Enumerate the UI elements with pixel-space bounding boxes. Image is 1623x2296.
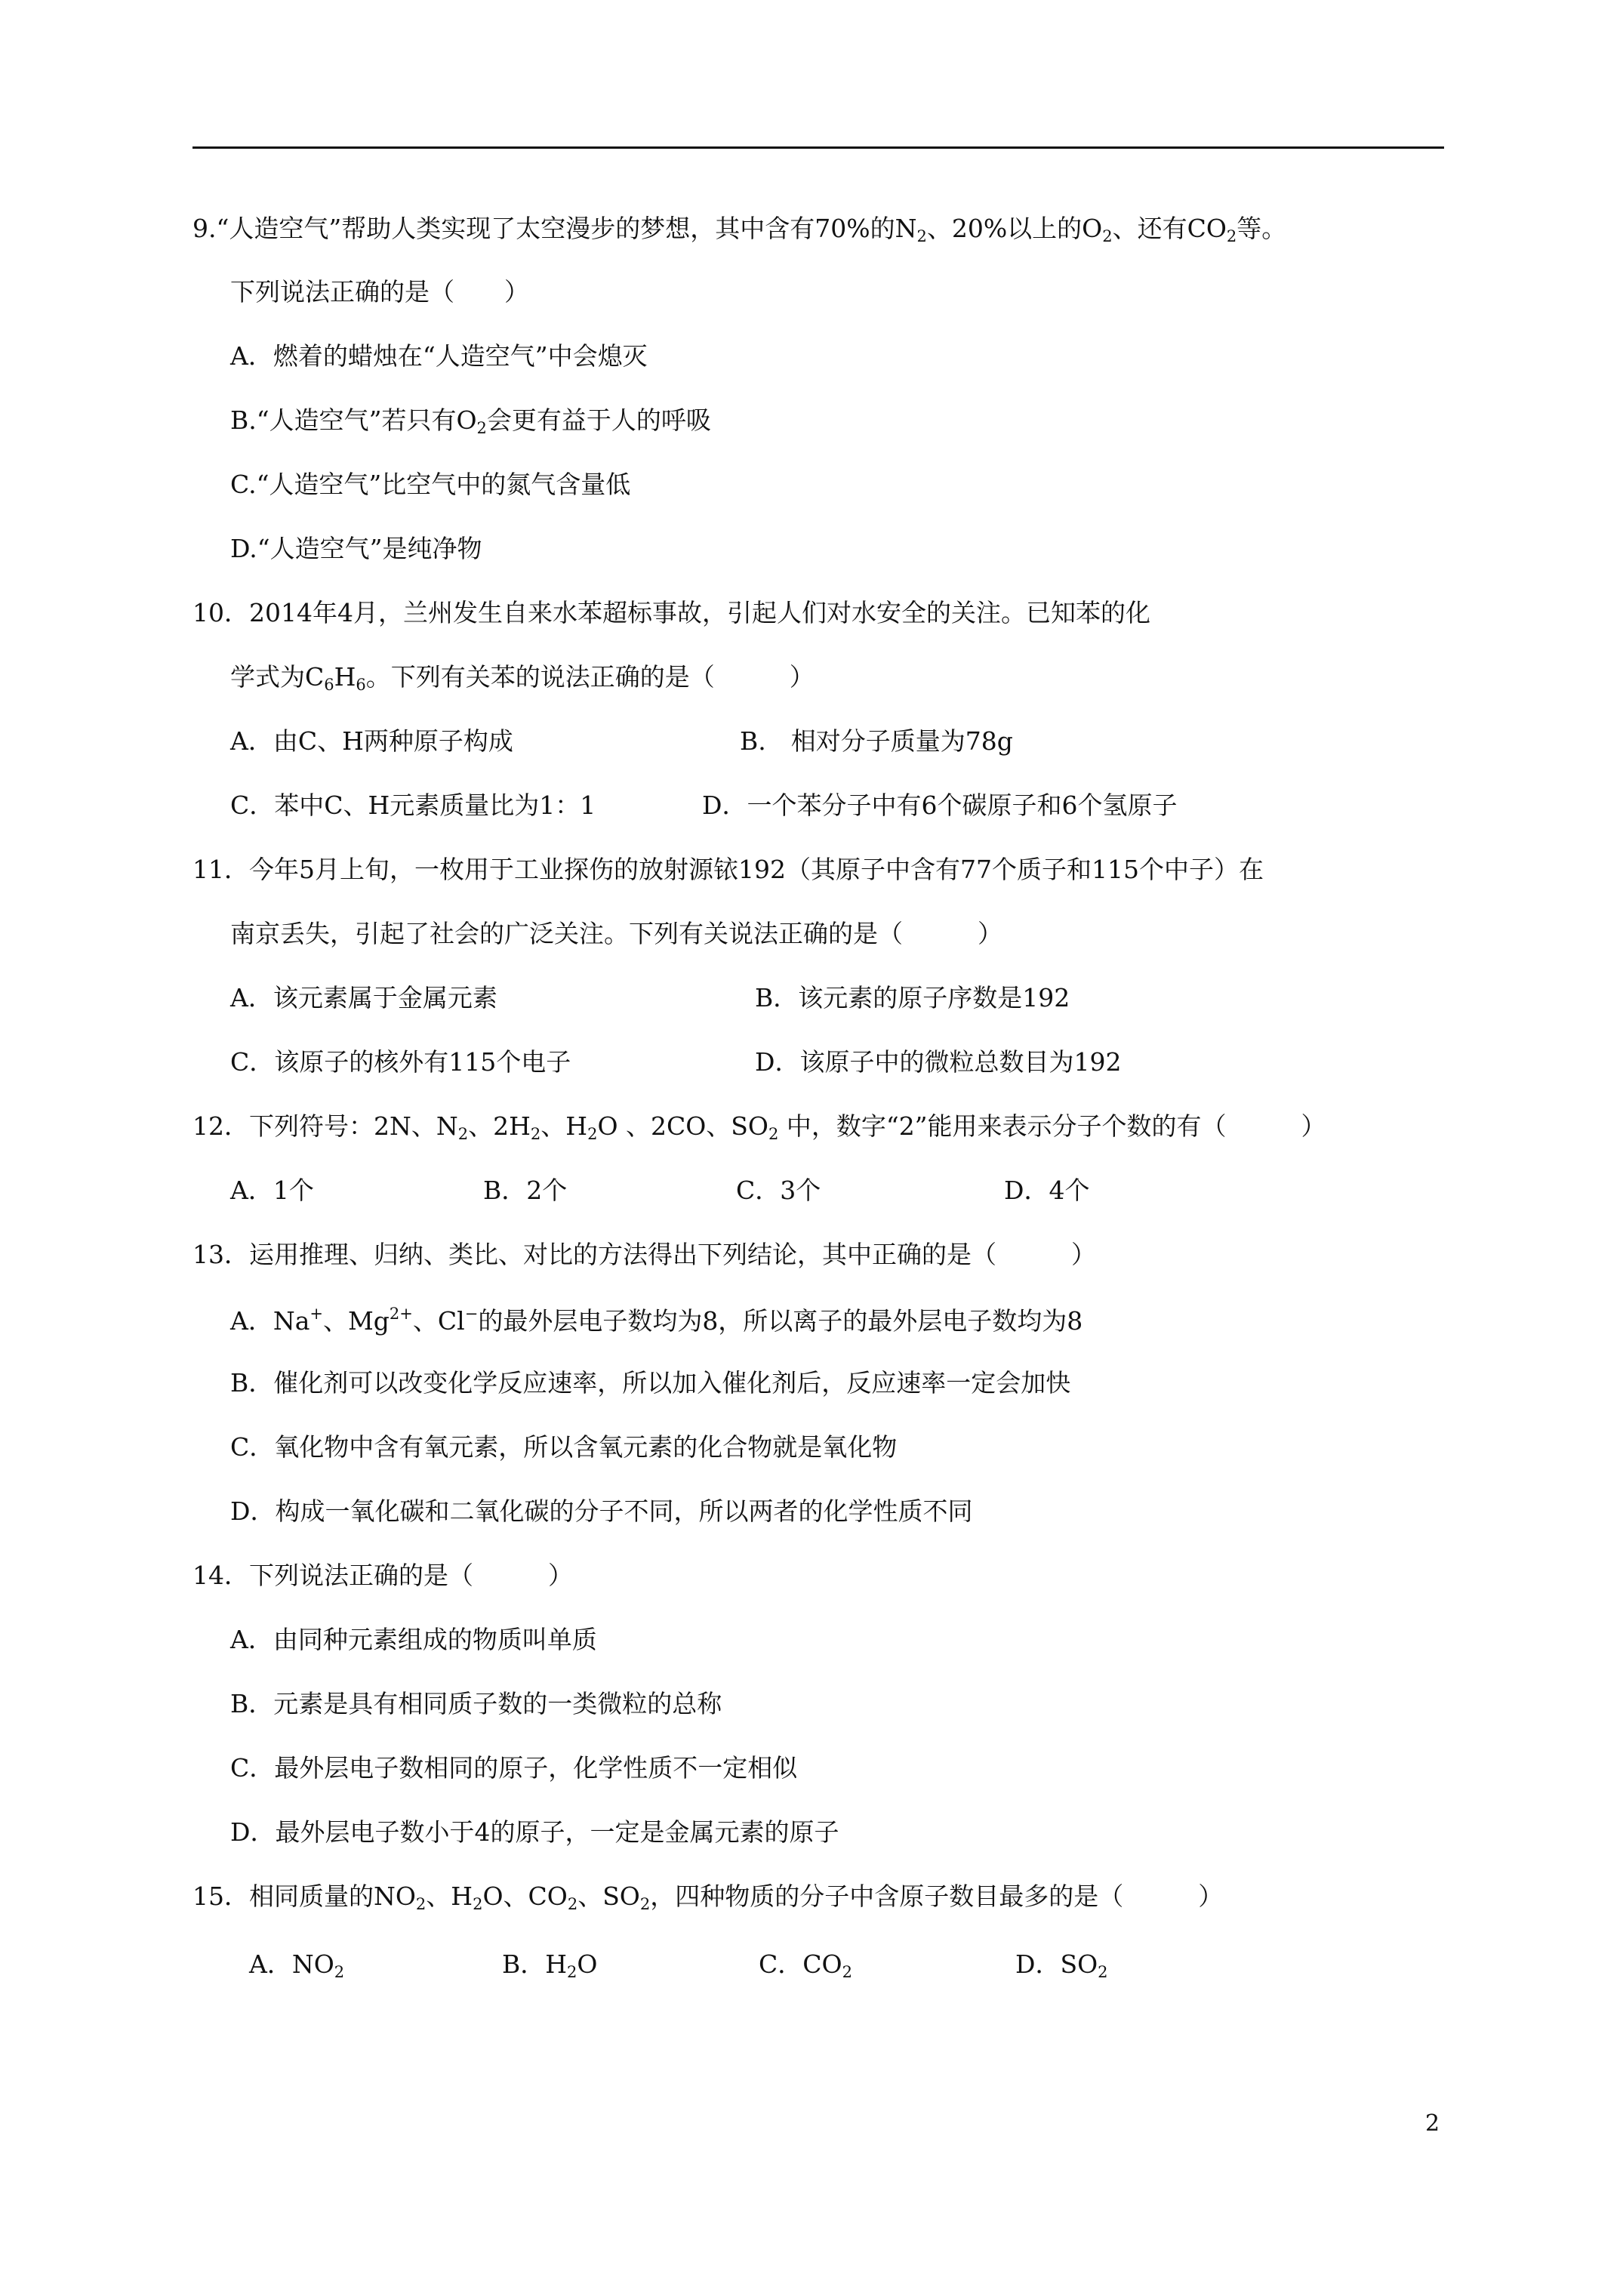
question-11-option-a: A．该元素属于金属元素	[230, 983, 497, 1012]
question-12-stem: 12．下列符号：2N、$N_2$、$2H_2$、$H_2O$ 、2CO、$SO_2$ 中，数字“2”能用来表示分子个数的有（ ）	[192, 1111, 1326, 1143]
question-13-option-c: C．氧化物中含有氧元素，所以含氧元素的化合物就是氧化物	[230, 1432, 898, 1462]
question-15-option-c: C．$CO_2$	[759, 1949, 852, 1981]
question-14-option-a: A．由同种元素组成的物质叫单质	[230, 1625, 597, 1654]
question-13-option-d: D．构成一氧化碳和二氧化碳的分子不同，所以两者的化学性质不同	[230, 1496, 973, 1526]
question-12-option-a: A．1个	[230, 1176, 314, 1205]
question-11-option-d: D．该原子中的微粒总数目为192	[755, 1047, 1122, 1077]
question-11-stem-line2: 南京丢失，引起了社会的广泛关注。下列有关说法正确的是（ ）	[230, 919, 1002, 948]
question-11-stem: 11．今年5月上旬，一枚用于工业探伤的放射源铱192（其原子中含有77个质子和115个中子）在	[192, 855, 1264, 884]
question-15-stem: 15．相同质量的$NO_2$、$H_2O$、$CO_2$、$SO_2$，四种物质的分子中含原子数目最多的是（ ）	[192, 1881, 1224, 1913]
question-10-stem-line2: 学式为$C_6H_6$。下列有关苯的说法正确的是（ ）	[230, 662, 815, 694]
question-12-option-c: C．3个	[736, 1176, 821, 1205]
page-number: 2	[1425, 2110, 1440, 2137]
question-13-option-a: A．Na+、$Mg^{2+}$、Cl−的最外层电子数均为8，所以离子的最外层电子数均为8	[230, 1305, 1083, 1336]
question-9-option-b: B.“人造空气”若只有$O_2$会更有益于人的呼吸	[230, 405, 711, 437]
question-9-option-d: D.“人造空气”是纯净物	[230, 534, 482, 563]
question-15-option-b: B．$H_2O$	[502, 1949, 598, 1981]
question-11-option-c: C．该原子的核外有115个电子	[230, 1047, 571, 1077]
question-15-option-d: D．$SO_2$	[1015, 1949, 1108, 1981]
question-10-stem: 10．2014年4月，兰州发生自来水苯超标事故，引起人们对水安全的关注。已知苯的化	[192, 598, 1150, 627]
question-10-option-d: D．一个苯分子中有6个碳原子和6个氢原子	[702, 791, 1178, 820]
question-13-stem: 13．运用推理、归纳、类比、对比的方法得出下列结论，其中正确的是（ ）	[192, 1240, 1096, 1269]
question-9-stem: 9.“人造空气”帮助人类实现了太空漫步的梦想，其中含有70%的$N_2$、20%以上的$O_2$、还有$CO_2$等。	[192, 214, 1287, 245]
question-14-option-b: B．元素是具有相同质子数的一类微粒的总称	[230, 1689, 722, 1718]
question-12-option-b: B．2个	[483, 1176, 568, 1205]
question-10-option-c: C．苯中C、H元素质量比为1：1	[230, 791, 596, 820]
question-14-option-d: D．最外层电子数小于4的原子，一定是金属元素的原子	[230, 1817, 839, 1847]
header-rule	[192, 146, 1444, 149]
question-9-option-a: A．燃着的蜡烛在“人造空气”中会熄灭	[230, 341, 648, 371]
question-10-option-a: A．由C、H两种原子构成	[230, 726, 513, 756]
question-9-option-c: C.“人造空气”比空气中的氮气含量低	[230, 470, 631, 499]
question-14-stem: 14．下列说法正确的是（ ）	[192, 1561, 573, 1590]
question-10-option-b: B. 相对分子质量为78g	[740, 726, 1013, 756]
question-11-option-b: B．该元素的原子序数是192	[755, 983, 1070, 1012]
question-15-option-a: A．$NO_2$	[249, 1949, 345, 1981]
question-14-option-c: C．最外层电子数相同的原子，化学性质不一定相似	[230, 1753, 798, 1783]
question-9-stem-line2: 下列说法正确的是（ ）	[230, 277, 529, 307]
question-12-option-d: D．4个	[1004, 1176, 1090, 1205]
question-13-option-b: B．催化剂可以改变化学反应速率，所以加入催化剂后，反应速率一定会加快	[230, 1368, 1071, 1398]
